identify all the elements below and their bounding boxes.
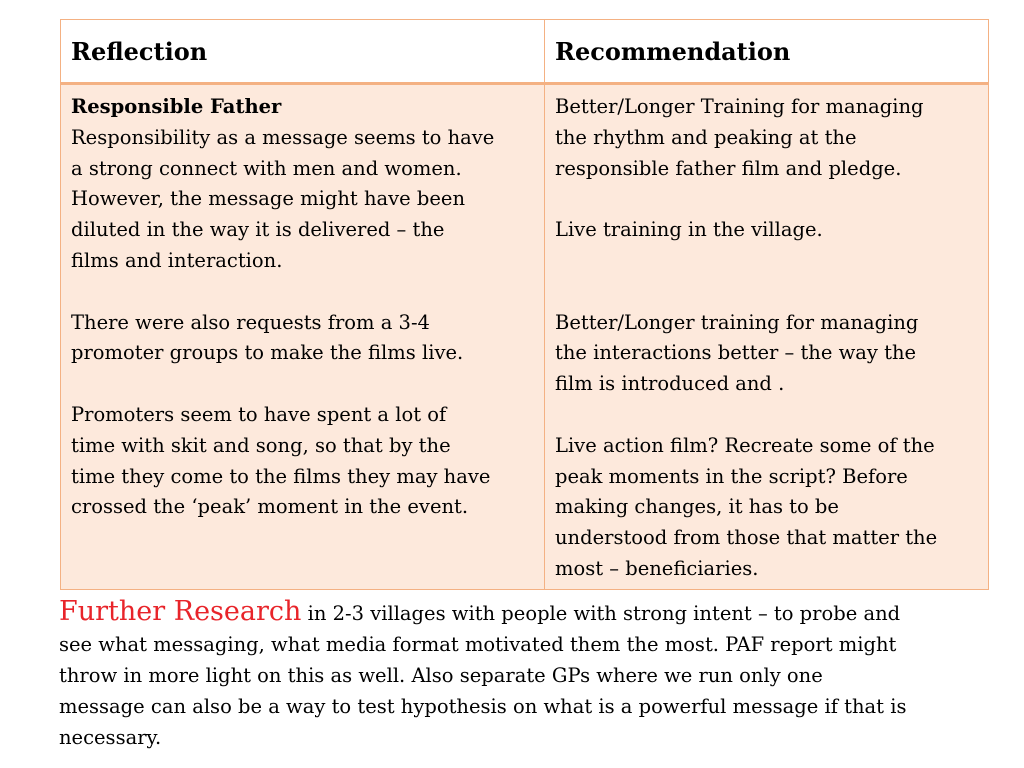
- further-research-text: in 2-3 villages with people with strong intent – to probe and see what messaging, what media format motivated them the most. PAF report might throw in more light on this as well. Also separate GPs where we run only one message can also be a way to test hypothesis on what is a powerful message if that is necessary.: [59, 602, 907, 749]
- reflection-paragraph-3: Promoters seem to have spent a lot of time with skit and song, so that by the time they come to the films they may have crossed the ‘peak’ moment in the event.: [71, 402, 491, 519]
- recommendation-paragraph-1: Better/Longer Training for managing the rhythm and peaking at the responsible father film and pledge.: [555, 95, 924, 180]
- recommendation-cell: [545, 84, 989, 590]
- reflection-recommendation-table: [60, 19, 989, 590]
- recommendation-paragraph-4: Live action film? Recreate some of the peak moments in the script? Before making changes, it has to be understood from those that matter the most – beneficiaries.: [555, 433, 938, 580]
- reflection-paragraph-2: There were also requests from a 3-4 promoter groups to make the films live.: [71, 310, 464, 365]
- recommendation-paragraph-2: Live training in the village.: [555, 218, 823, 242]
- recommendation-paragraph-3: Better/Longer training for managing the interactions better – the way the film is introduced and .: [555, 310, 919, 396]
- column-header-reflection: Reflection: [61, 20, 545, 84]
- reflection-paragraph-1: Responsibility as a message seems to have a strong connect with men and women. However, the message might have been diluted in the way it is delivered – the films and interaction.: [71, 125, 495, 272]
- reflection-cell: [61, 84, 545, 590]
- further-research-highlight: Further Research: [59, 596, 302, 627]
- table-row: [61, 84, 989, 590]
- reflection-heading: Responsible Father: [71, 95, 282, 118]
- table-header-row: [61, 20, 989, 84]
- column-header-recommendation: Recommendation: [545, 20, 989, 84]
- further-research-note: [59, 596, 989, 753]
